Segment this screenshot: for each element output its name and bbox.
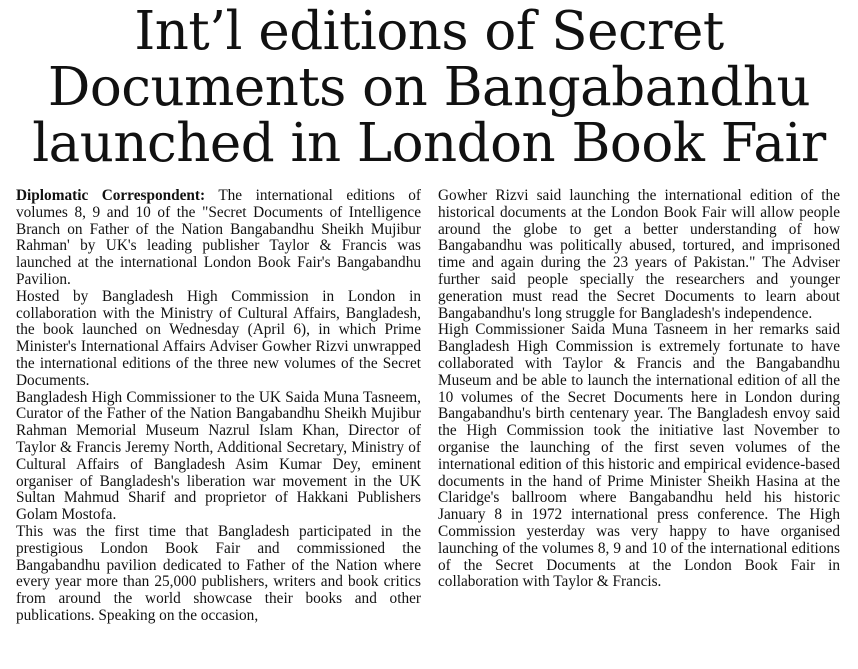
paragraph-1-text: The international editions of volumes 8, 9 and 10 of the "Secret Documents of Intelligence Branch on Father of the Nation Bangabandhu Sheikh Mujibur Rahman' by UK's leading publisher Taylor & Francis was launched at the international London Book Fair's Bangabandhu Pavilion.: [16, 187, 421, 288]
headline: [0, 1, 858, 174]
right-column: [438, 188, 840, 591]
byline: Diplomatic Correspondent:: [16, 187, 206, 204]
paragraph-6: High Commissioner Saida Muna Tasneem in her remarks said Bangladesh High Commission is extremely fortunate to have collaborated with Taylor & Francis and the Bangabandhu Museum and be able to launch the international edition of all the 10 volumes of the Secret Documents here in London during Bangabandhu's birth centenary year. The Bangladesh envoy said the High Commission took the initiative last November to organise the launching of the first seven volumes of the international edition of this historic and empirical evidence-based documents in the hand of Prime Minister Sheikh Hasina at the Claridge's ballroom where Bangabandhu held his historic January 8 in 1972 international press conference. The High Commission yesterday was very happy to have organised launching of the volumes 8, 9 and 10 of the international editions of the Secret Documents at the London Book Fair in collaboration with Taylor & Francis.: [438, 321, 840, 591]
paragraph-4: This was the first time that Bangladesh participated in the prestigious London Book Fair and commissioned the Bangabandhu pavilion dedicated to Father of the Nation where every year more than 25,000 publishers, writers and book critics from around the world showcase their books and other publications. Speaking on the occasion,: [16, 522, 421, 624]
headline-line-2: Documents on Bangabandhu: [47, 57, 811, 118]
paragraph-3: Bangladesh High Commissioner to the UK Saida Muna Tasneem, Curator of the Father of the Nation Bangabandhu Sheikh Mujibur Rahman Memorial Museum Nazrul Islam Khan, Director of Taylor & Francis Jeremy North, Additional Secretary, Ministry of Cultural Affairs of Bangladesh Asim Kumar Dey, eminent organiser of Bangladesh's liberation war movement in the UK Sultan Mahmud Sharif and proprietor of Hakkani Publishers Golam Mostofa.: [16, 388, 421, 524]
headline-line-3: launched in London Book Fair: [32, 113, 826, 174]
headline-line-1: Int’l editions of Secret: [134, 1, 724, 62]
paragraph-2: Hosted by Bangladesh High Commission in London in collaboration with the Ministry of Cultural Affairs, Bangladesh, the book launched on Wednesday (April 6), in which Prime Minister's International Affairs Adviser Gowher Rizvi unwrapped the international editions of the three new volumes of the Secret Documents.: [16, 287, 421, 389]
left-column: [16, 188, 421, 625]
paragraph-5: Gowher Rizvi said launching the international edition of the historical documents at the London Book Fair will allow people around the globe to get a better understanding of how Bangabandhu was politically abused, tortured, and imprisoned time and again during the 23 years of Pakistan." The Adviser further said people specially the researchers and younger generation must read the Secret Documents to learn about Bangabandhu's long struggle for Bangladesh's independence.: [438, 187, 840, 322]
paragraph-1: [16, 188, 421, 289]
